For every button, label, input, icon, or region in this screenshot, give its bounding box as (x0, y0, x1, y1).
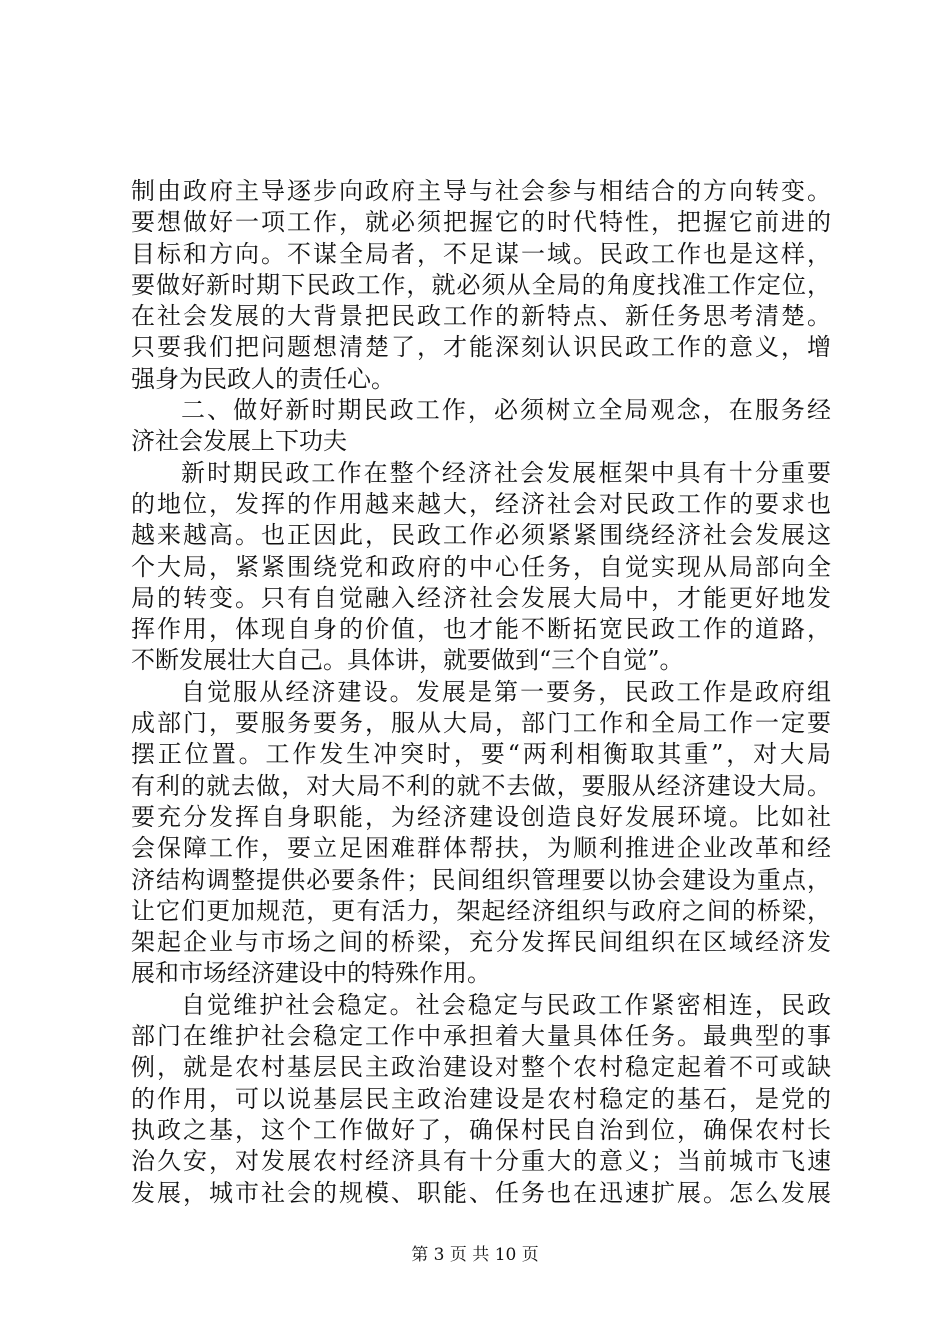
text-line: 局的转变。只有自觉融入经济社会发展大局中，才能更好地发 (131, 583, 831, 612)
text-line: 济社会发展上下功夫 (131, 427, 347, 456)
text-line: 济结构调整提供必要条件；民间组织管理要以协会建设为重点， (131, 865, 831, 894)
text-line: 新时期民政工作在整个经济社会发展框架中具有十分重要 (181, 458, 831, 487)
text-line: 例，就是农村基层民主政治建设对整个农村稳定起着不可或缺 (131, 1053, 831, 1082)
text-line: 目标和方向。不谋全局者，不足谋一域。民政工作也是这样， (131, 239, 831, 268)
text-line: 摆正位置。工作发生冲突时，要“两利相衡取其重”，对大局 (131, 740, 831, 769)
paragraph (131, 395, 831, 458)
text-line: 在社会发展的大背景把民政工作的新特点、新任务思考清楚。 (131, 302, 831, 331)
text-line: 的作用，可以说基层民主政治建设是农村稳定的基石，是党的 (131, 1084, 831, 1113)
text-line: 越来越高。也正因此，民政工作必须紧紧围绕经济社会发展这 (131, 521, 831, 550)
text-line: 制由政府主导逐步向政府主导与社会参与相结合的方向转变。 (131, 177, 831, 205)
text-line: 发展，城市社会的规模、职能、任务也在迅速扩展。怎么发展 (131, 1178, 831, 1207)
text-line: 要充分发挥自身职能，为经济建设创造良好发展环境。比如社 (131, 802, 831, 831)
text-line: 让它们更加规范，更有活力，架起经济组织与政府之间的桥梁， (131, 896, 831, 925)
text-line: 要想做好一项工作，就必须把握它的时代特性，把握它前进的 (131, 208, 831, 237)
text-line: 个大局，紧紧围绕党和政府的中心任务，自觉实现从局部向全 (131, 552, 831, 581)
text-line: 不断发展壮大自己。具体讲，就要做到“三个自觉”。 (131, 646, 684, 675)
text-line: 成部门，要服务要务，服从大局，部门工作和全局工作一定要 (131, 709, 831, 738)
paragraph (131, 677, 831, 990)
text-line: 要做好新时期下民政工作，就必须从全局的角度找准工作定位， (131, 270, 831, 299)
text-line: 只要我们把问题想清楚了，才能深刻认识民政工作的意义，增 (131, 333, 831, 362)
paragraph (131, 176, 831, 395)
page-footer: 第 3 页 共 10 页 (411, 1245, 539, 1265)
text-line: 自觉服从经济建设。发展是第一要务，民政工作是政府组 (181, 677, 831, 706)
text-line: 自觉维护社会稳定。社会稳定与民政工作紧密相连，民政 (181, 990, 831, 1019)
paragraph (131, 458, 831, 677)
text-line: 部门在维护社会稳定工作中承担着大量具体任务。最典型的事 (131, 1022, 831, 1051)
text-line: 挥作用，体现自身的价值，也才能不断拓宽民政工作的道路， (131, 615, 831, 644)
text-line: 的地位，发挥的作用越来越大，经济社会对民政工作的要求也 (131, 489, 831, 518)
text-line: 治久安，对发展农村经济具有十分重大的意义；当前城市飞速 (131, 1147, 831, 1176)
text-line: 会保障工作，要立足困难群体帮扶，为顺利推进企业改革和经 (131, 834, 831, 863)
text-line: 展和市场经济建设中的特殊作用。 (131, 959, 491, 988)
text-line: 强身为民政人的责任心。 (131, 364, 395, 393)
text-line: 架起企业与市场之间的桥梁，充分发挥民间组织在区域经济发 (131, 928, 831, 957)
paragraph (131, 990, 831, 1209)
text-line: 二、做好新时期民政工作，必须树立全局观念，在服务经 (181, 396, 831, 425)
document-body (131, 176, 831, 1209)
text-line: 有利的就去做，对大局不利的就不去做，要服从经济建设大局。 (131, 771, 831, 800)
text-line: 执政之基，这个工作做好了，确保村民自治到位，确保农村长 (131, 1115, 831, 1144)
